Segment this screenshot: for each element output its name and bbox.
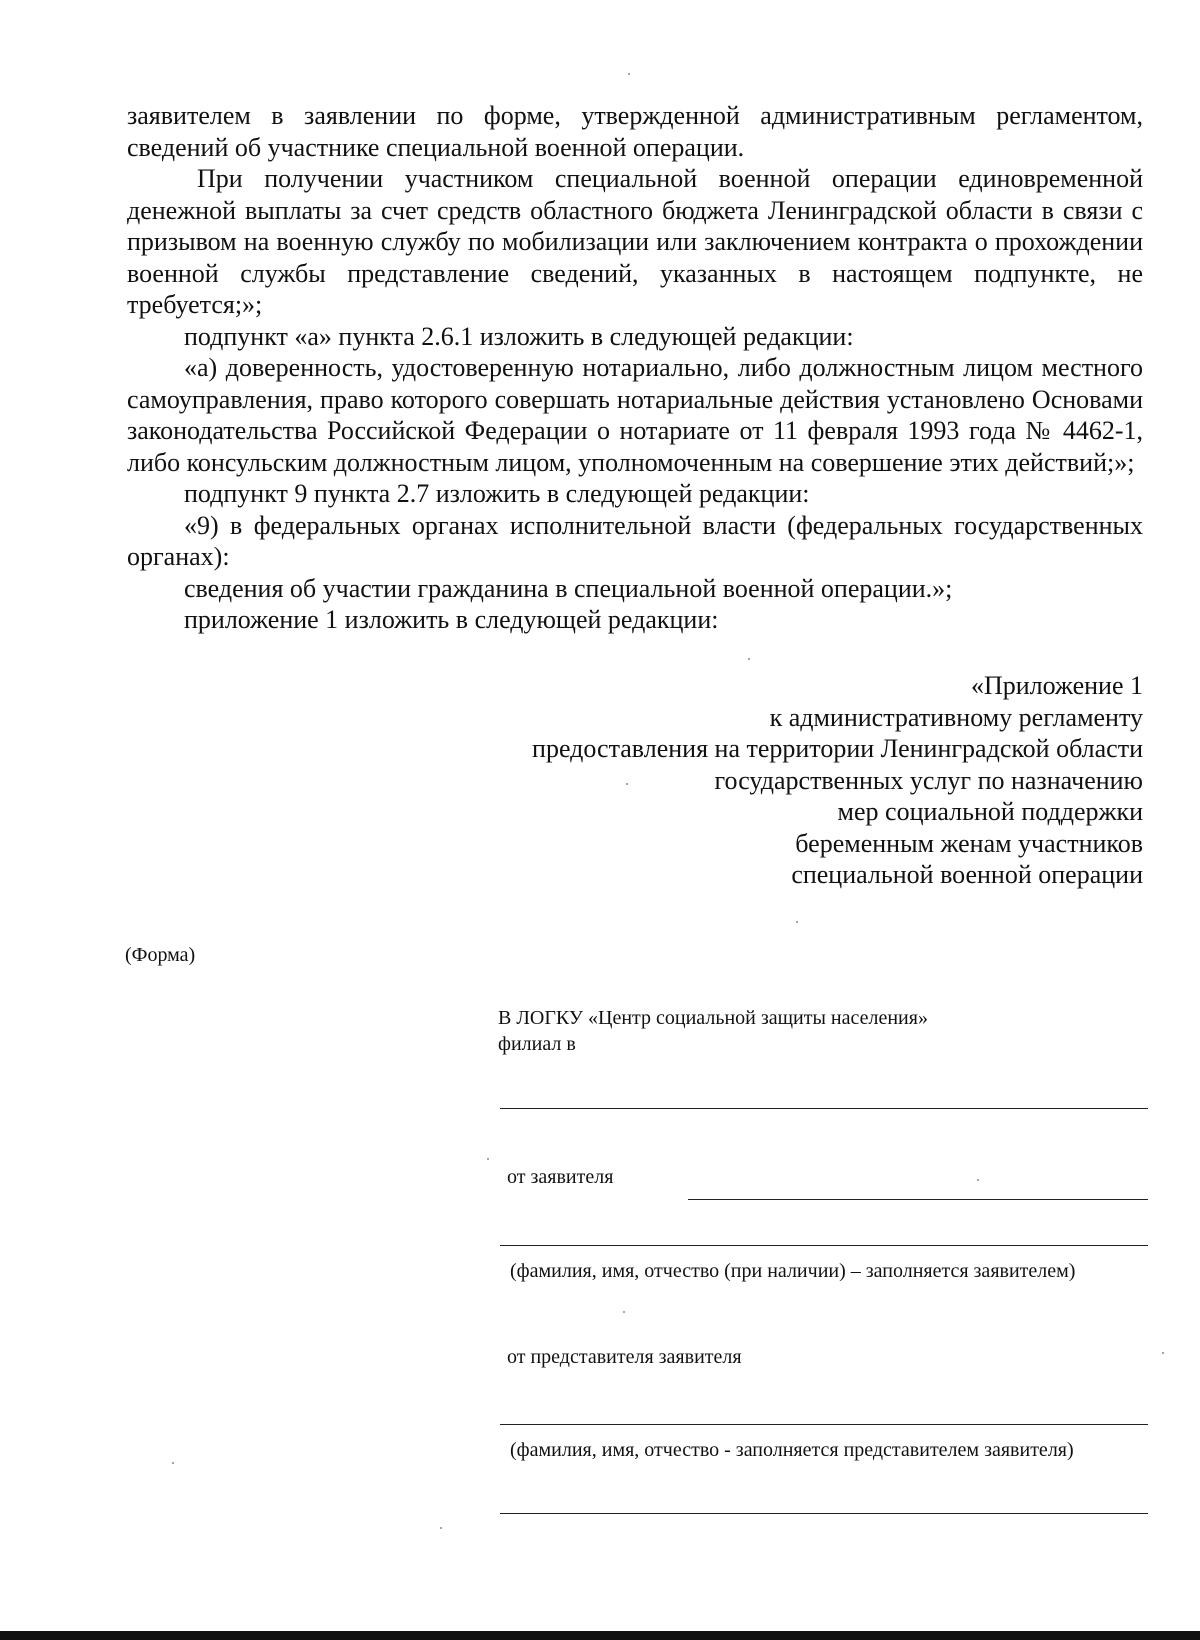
representative-label: от представителя заявителя bbox=[507, 1346, 742, 1368]
appendix-line: государственных услуг по назначению bbox=[714, 765, 1143, 795]
representative-field-line[interactable] bbox=[500, 1424, 1148, 1425]
document-body bbox=[127, 100, 1143, 636]
paragraph-1: заявителем в заявлении по форме, утвержденной административным регламентом, сведений об участнике специальной военной операции. bbox=[127, 101, 1143, 162]
appendix-line: мер социальной поддержки bbox=[837, 797, 1143, 826]
appendix-line: специальной военной операции bbox=[791, 860, 1143, 889]
paragraph-8: приложение 1 изложить в следующей редакции: bbox=[184, 605, 719, 634]
branch-field-line[interactable] bbox=[500, 1108, 1148, 1109]
paragraph-5: подпункт 9 пункта 2.7 изложить в следующей редакции: bbox=[184, 479, 810, 508]
paragraph-7: сведения об участии гражданина в специальной военной операции.»; bbox=[184, 573, 953, 603]
applicant-label: от заявителя bbox=[507, 1166, 614, 1188]
scan-speck bbox=[626, 783, 628, 785]
scan-speck bbox=[748, 658, 750, 660]
scan-speck bbox=[1162, 1352, 1164, 1354]
paragraph-3: подпункт «а» пункта 2.6.1 изложить в следующей редакции: bbox=[184, 321, 854, 351]
form-label: (Форма) bbox=[125, 944, 196, 966]
paragraph-4: «а) доверенность, удостоверенную нотариально, либо должностным лицом местного самоуправления, право которого совершать нотариальные действия установлено Основами законодательства Российской Федерации о нотариате от 11 февраля 1993 года № 4462-1, либо консульским должностным лицом, уполномоченным на совершение этих действий;»; bbox=[127, 353, 1143, 477]
scan-speck bbox=[623, 1311, 625, 1313]
applicant-hint: (фамилия, имя, отчество (при наличии) – заполняется заявителем) bbox=[510, 1260, 1076, 1282]
applicant-field-line-2[interactable] bbox=[500, 1245, 1148, 1246]
paragraph-2: При получении участником специальной военной операции единовременной денежной выплаты за счет средств областного бюджета Ленинградской области в связи с призывом на военную службу по мобилизации или заключением контракта о прохождении военной службы представление сведений, указанных в настоящем подпункте, не требуется;»; bbox=[127, 164, 1143, 319]
addressee-block bbox=[498, 1005, 1148, 1057]
appendix-header bbox=[443, 670, 1143, 891]
appendix-line: «Приложение 1 bbox=[970, 671, 1143, 700]
addressee-line-1: В ЛОГКУ «Центр социальной защиты населения» bbox=[498, 1007, 928, 1029]
representative-field-line-2[interactable] bbox=[500, 1513, 1148, 1514]
appendix-line: предоставления на территории Ленинградской области bbox=[532, 734, 1143, 763]
scan-speck bbox=[172, 1462, 174, 1464]
scan-speck bbox=[796, 921, 798, 923]
scan-speck bbox=[487, 1158, 489, 1160]
appendix-line: беременным женам участников bbox=[795, 828, 1143, 858]
scan-speck bbox=[977, 1179, 979, 1181]
applicant-field-line[interactable] bbox=[688, 1199, 1148, 1200]
scan-speck bbox=[440, 1527, 442, 1529]
scan-speck bbox=[628, 73, 630, 75]
scan-edge-bar bbox=[0, 1631, 1200, 1640]
addressee-line-2: филиал в bbox=[498, 1033, 576, 1055]
representative-hint: (фамилия, имя, отчество - заполняется представителем заявителя) bbox=[510, 1439, 1074, 1461]
paragraph-6: «9) в федеральных органах исполнительной власти (федеральных государственных органах): bbox=[127, 510, 1143, 571]
appendix-line: к административному регламенту bbox=[769, 702, 1143, 732]
